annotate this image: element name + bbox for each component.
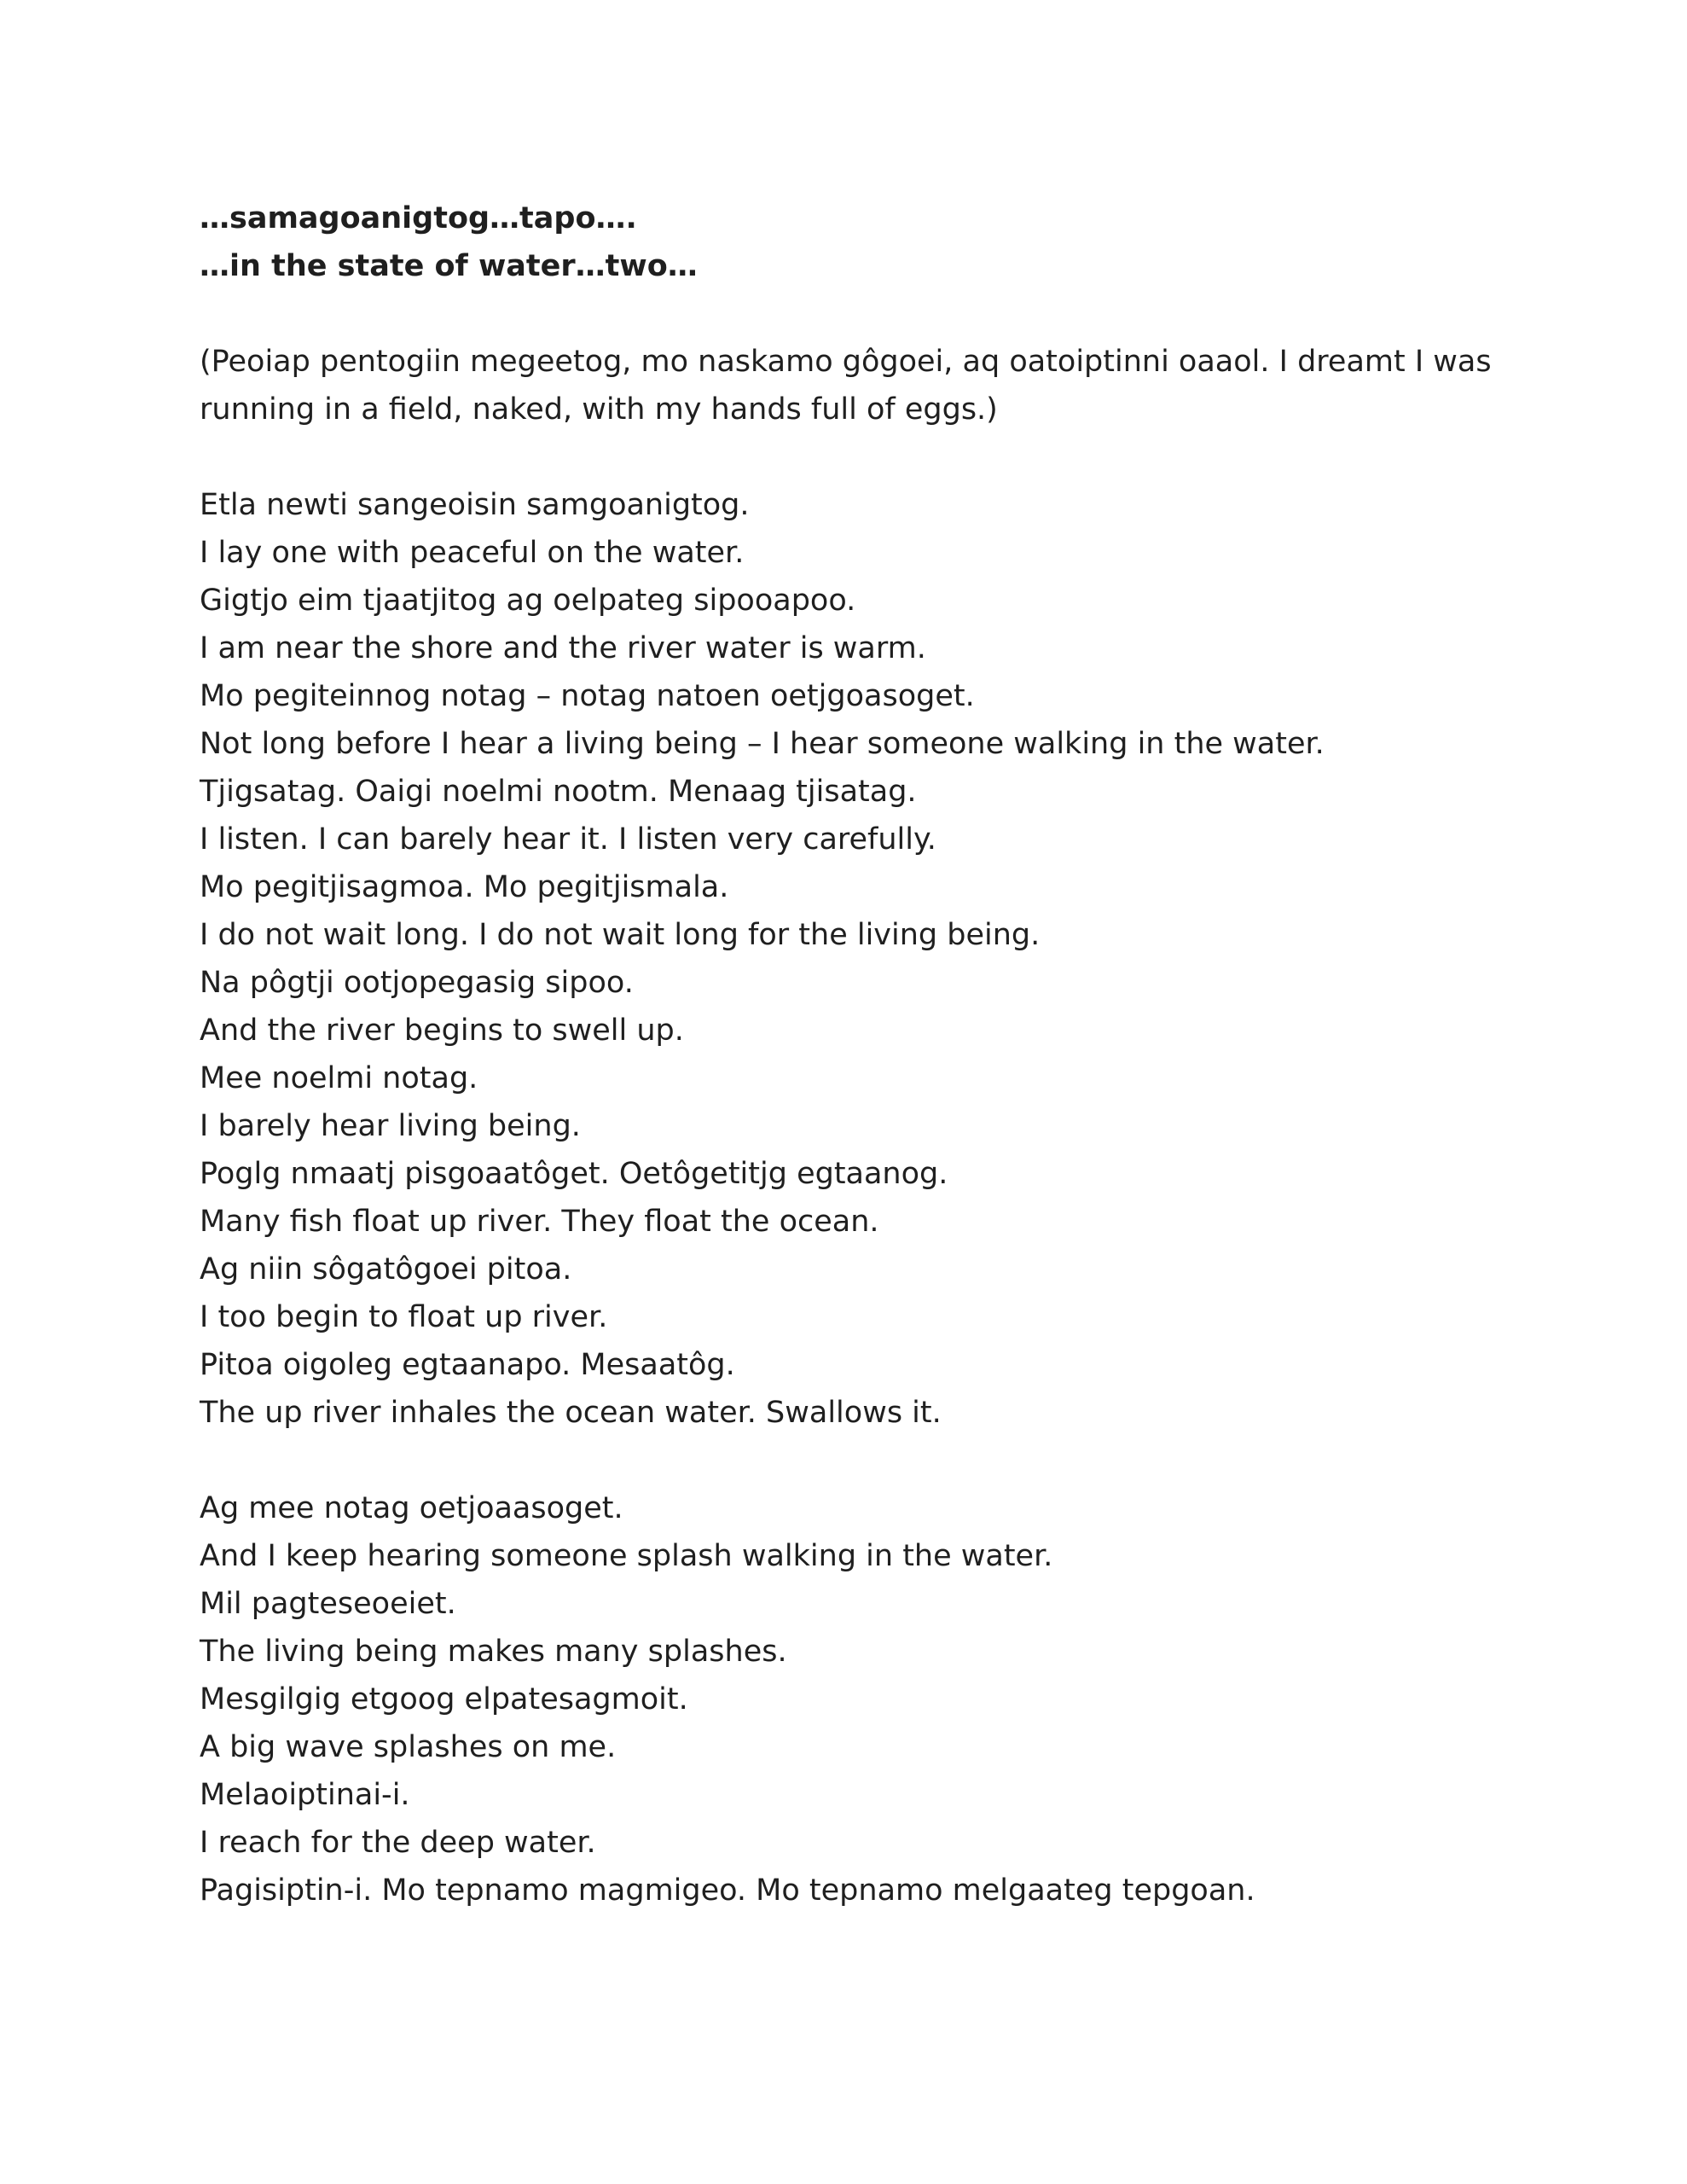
spacer bbox=[200, 290, 1496, 338]
verse-line: I reach for the deep water. bbox=[200, 1826, 596, 1860]
verse-line: Mo pegitjisagmoa. Mo pegitjismala. bbox=[200, 870, 729, 904]
verse-line: A big wave splashes on me. bbox=[200, 1730, 617, 1764]
verse-line: I lay one with peaceful on the water. bbox=[200, 536, 745, 570]
title-english: …in the state of water…two… bbox=[200, 249, 698, 283]
verse-line: I too begin to float up river. bbox=[200, 1300, 608, 1334]
verse-line: I barely hear living being. bbox=[200, 1109, 581, 1143]
verse-line: Mo pegiteinnog notag – notag natoen oetjgoasoget. bbox=[200, 679, 975, 713]
verse-line: Not long before I hear a living being – I hear someone walking in the water. bbox=[200, 727, 1325, 761]
verse-line: Pitoa oigoleg egtaanapo. Mesaatôg. bbox=[200, 1348, 735, 1382]
verse-line: Mil pagteseoeiet. bbox=[200, 1587, 456, 1621]
verse-line: Many fish float up river. They float the ocean. bbox=[200, 1205, 879, 1239]
verse-line: Etla newti sangeoisin samgoanigtog. bbox=[200, 488, 750, 522]
spacer bbox=[200, 1437, 1496, 1484]
verse-line: Gigtjo eim tjaatjitog ag oelpateg sipooapoo. bbox=[200, 584, 856, 618]
verse-line: Mesgilgig etgoog elpatesagmoit. bbox=[200, 1682, 688, 1716]
stanza-2 bbox=[200, 1484, 1496, 1914]
verse-line: Poglg nmaatj pisgoaatôget. Oetôgetitjg egtaanog. bbox=[200, 1157, 948, 1191]
verse-line: And I keep hearing someone splash walking in the water. bbox=[200, 1539, 1053, 1573]
verse-line: And the river begins to swell up. bbox=[200, 1014, 684, 1048]
verse-line: The up river inhales the ocean water. Swallows it. bbox=[200, 1396, 942, 1430]
title-mikmaq: …samagoanigtog…tapo…. bbox=[200, 201, 637, 235]
spacer bbox=[200, 433, 1496, 481]
verse-line: I do not wait long. I do not wait long for the living being. bbox=[200, 918, 1041, 952]
verse-line: Mee noelmi notag. bbox=[200, 1061, 478, 1095]
verse-line: The living being makes many splashes. bbox=[200, 1635, 787, 1669]
verse-line: Melaoiptinai-i. bbox=[200, 1778, 410, 1812]
stanza-1 bbox=[200, 481, 1496, 1437]
verse-line: I am near the shore and the river water is warm. bbox=[200, 631, 926, 665]
verse-line: Ag mee notag oetjoaasoget. bbox=[200, 1491, 623, 1525]
intro-paragraph: (Peoiap pentogiin megeetog, mo naskamo gôgoei, aq oatoiptinni oaaol. I dreamt I was running in a field, naked, with my hands full of eggs.) bbox=[200, 345, 1492, 427]
verse-line: Na pôgtji ootjopegasig sipoo. bbox=[200, 966, 634, 1000]
verse-line: Pagisiptin-i. Mo tepnamo magmigeo. Mo tepnamo melgaateg tepgoan. bbox=[200, 1873, 1255, 1908]
verse-line: Ag niin sôgatôgoei pitoa. bbox=[200, 1252, 572, 1287]
document-page bbox=[200, 195, 1496, 1914]
verse-line: I listen. I can barely hear it. I listen very carefully. bbox=[200, 822, 936, 857]
verse-line: Tjigsatag. Oaigi noelmi nootm. Menaag tjisatag. bbox=[200, 775, 917, 809]
